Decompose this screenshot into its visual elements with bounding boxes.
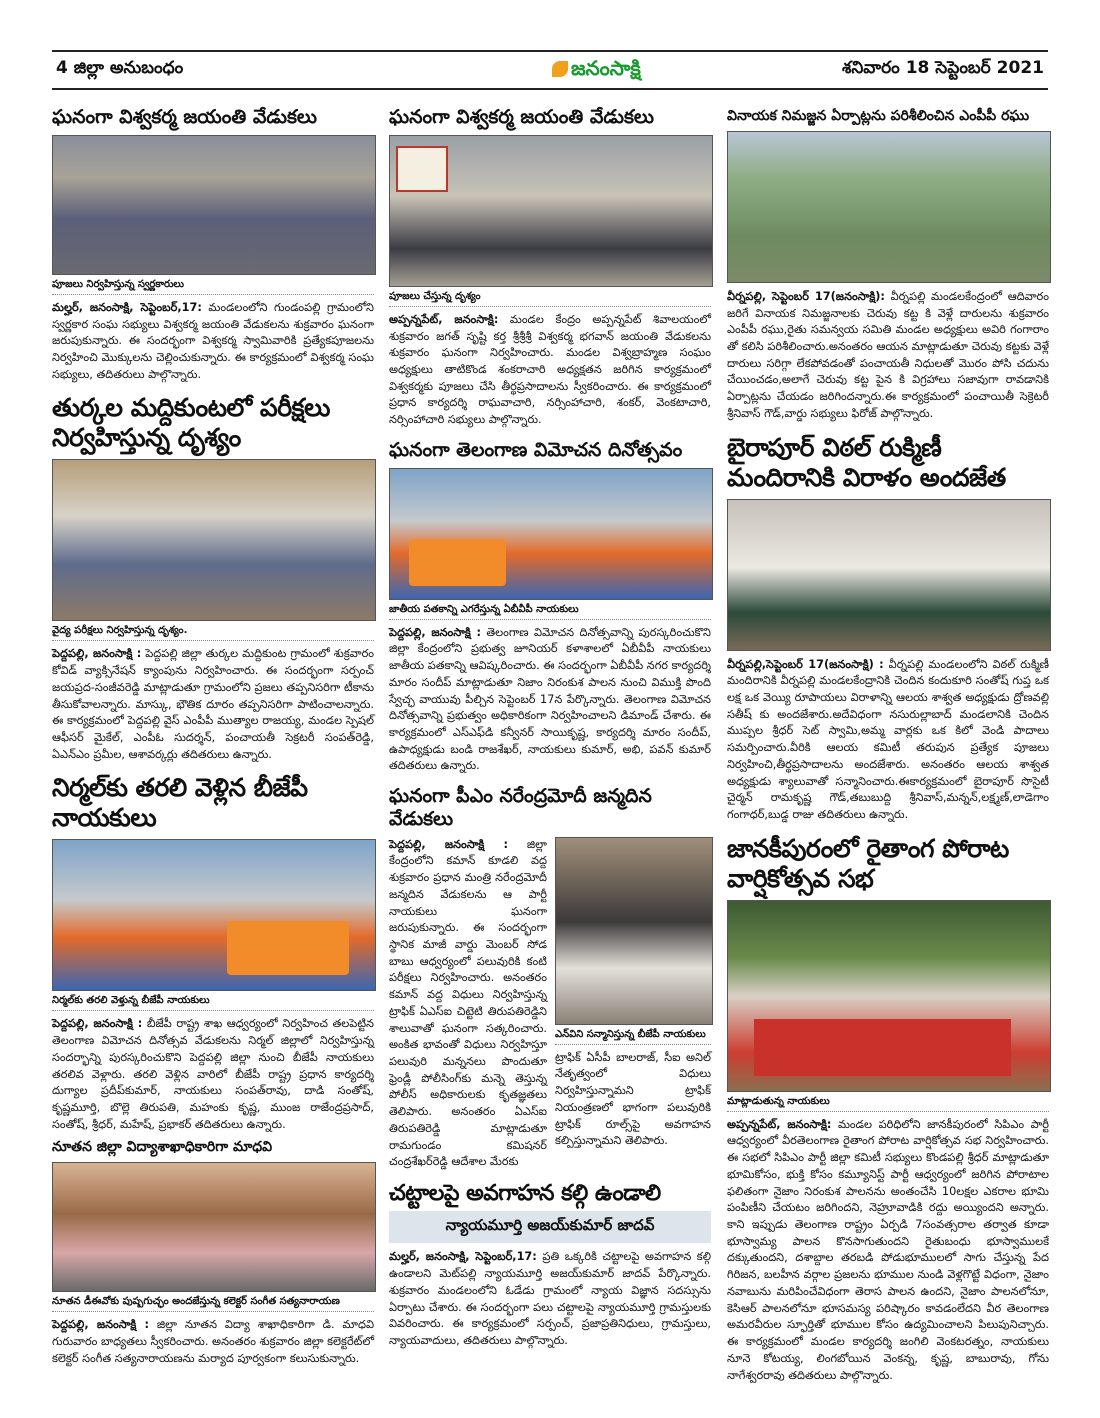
photo-caption: ఎన్‌విని సన్మానిస్తున్న బీజేపీ నాయకులు [555, 1028, 711, 1045]
photo-bjp-leaders [52, 839, 376, 991]
photo-caption: పూజలు చేస్తున్న దృశ్యం [389, 290, 711, 307]
article-body: మల్హర్, జనంసాక్షి, సెప్టెంబర్,17: మండలంలోని గుండంపల్లి గ్రామంలోని స్వర్ణకార సంఘ సభ్యులు విశ్వకర్మ జయంతి వేడుకలను శుక్రవారం ఘనంగా జరుపుకున్నారు. ఈ సందర్భంగా విశ్వకర్మ స్వామివారికి ప్రత్యేకపూజలను నిర్వహించి మొక్కులను చెల్లించుకున్నారు. ఈ కార్యక్రమంలో విశ్వకర్మ సంఘ సభ్యులు, తదితరులు పాల్గొన్నారు. [52, 300, 374, 381]
photo-modi-birthday [555, 837, 713, 1025]
issue-date: శనివారం 18 సెప్టెంబర్ 2021 [842, 58, 1044, 78]
photo-goldsmiths-puja [52, 135, 376, 275]
photo-lake-inspection [727, 131, 1051, 283]
photo-caption: నిర్మల్‌కు తరలి వెళ్తున్న బీజేపీ నాయకులు [52, 994, 374, 1011]
headline: బైరాపూర్ విఠల్ రుక్మిణీ మందిరానికి విరాళం అందజేత [727, 432, 1006, 492]
headline: ఘనంగా పీఎం నరేంద్రమోదీ జన్మదిన వేడుకలు [389, 785, 652, 830]
subheadline: న్యాయమూర్తి అజయ్‌కుమార్ జాదవ్ [389, 1211, 711, 1243]
photo-caption: నూతన డీఈవోకు పుష్పగుచ్ఛం అందజేస్తున్న కలెక్టర్ సంగీత సత్యనారాయణ [52, 1295, 374, 1312]
leaf-icon [552, 61, 568, 77]
column-1 [52, 92, 374, 1367]
photo-caption: జాతీయ పతకాన్ని ఎగరేస్తున్న ఏబీవీపీ నాయకులు [389, 603, 711, 620]
article-body-continued: ట్రాఫిక్ ఏసీపీ బాలరాజ్, సీఐ అనిల్ నేతృత్వంలో విధులు నిర్వహిస్తున్నామని ట్రాఫిక్ నియంత్రణలో భాగంగా పలువురికి ట్రాఫిక్ రూల్స్‌పై అవగాహన కల్పిస్తున్నామని తెలిపారు. [555, 1050, 711, 1148]
headline: చట్టాలపై అవగాహన కల్గి ఉండాలి [389, 1181, 661, 1207]
photo-collector-bouquet [52, 1162, 376, 1292]
headline: వినాయక నిమజ్జన ఏర్పాట్లను పరిశీలించిన ఎంపీపీ రఘు [727, 108, 1030, 124]
photo-caption: మాట్లాడుతున్న నాయకులు [727, 1095, 1049, 1112]
article-body: పెద్దపల్లి, జనంసాక్షి : తెలంగాణ విమోచన దినోత్సవాన్ని పురస్కరించుకొని జిల్లా కేంద్రంలోని ప్రభుత్వ జూనియర్ కళాశాలలో ఏబీవీపీ నాయకులు జాతీయ పతకాన్ని ఆవిష్కరించారు. ఈ సందర్భంగా ఏబీవీపీ నగర కార్యదర్శి మారం సందీప్ మాట్లాడుతూ నిజాం నిరంకుశ పాలన నుంచి విముక్తి పొంది స్వేచ్ఛ వాయువు పీల్చిన సెప్టెంబర్ 17న పేర్కొన్నారు. తెలంగాణ విమోచన దినోత్సవాన్ని ప్రభుత్వం అధికారికంగా నిర్వహించాలని డిమాండ్ చేశారు. ఈ కార్యక్రమంలో ఎస్ఎఫ్‌డి కన్వీనర్ సాయికృష్ణ, కార్యదర్శి మారం సందీప్, ఉపాధ్యక్షుడు బండి రాజశేఖర్, నాయకులు కుమార్, అభి, పవన్ కుమార్ తదితరులు ఉన్నారు. [389, 625, 711, 773]
headline: ఘనంగా విశ్వకర్మ జయంతి వేడుకలు [52, 106, 317, 128]
headline: తుర్కల మద్దికుంటలో పరీక్షలు నిర్వహిస్తున్న దృశ్యం [52, 393, 330, 453]
article-body: పెద్దపల్లి, జనంసాక్షి : బీజేపీ రాష్ట్ర శాఖ ఆధ్వర్యంలో నిర్వహించ తలపెట్టిన తెలంగాణ విమోచన దినోత్సవ వేడుకలను నిర్మల్ జిల్లాలో నిర్వహిస్తున్న సందర్భాన్ని పురస్కరించుకొని పెద్దపల్లి జిల్లా నుంచి బీజేపీ నాయకులు తరలివ వెళ్లారు. తరలి వెళ్లిన వారిలో బీజేపీ రాష్ట్ర ప్రధాన కార్యదర్శి దుగ్యాల ప్రదీప్‌కుమార్, నాయకులు సంపత్‌రావు, దాడి సంతోష్, కృష్ణమూర్తి, బొల్లె తిరుపతి, మహంకు కృష్ణ, ముంజ రాజేంద్రప్రసాద్, సంతోష్, శ్రీధర్, మహేష్, ప్రభాకర్ తదితరులు ఉన్నారు. [52, 1017, 374, 1131]
newspaper-logo: జనంసాక్షి [552, 56, 641, 85]
column-2 [389, 92, 711, 1350]
article-body: పెద్దపల్లి, జనంసాక్షి : జిల్లా కేంద్రంలోని కమాన్ కూడలి వద్ద శుక్రవారం ప్రధాన మంత్రి నరేంద్రమోదీ జన్మదిన వేడుకలను ఆ పార్టీ నాయకులు ఘనంగా జరుపుకున్నారు. ఈ సందర్భంగా స్థానిక మాజీ వార్డు మెంబర్ సోడ బాబు ఆధ్వర్యంలో పలువురికి కంటి పరీక్షలు నిర్వహించారు. అనంతరం కమాన్ వద్ద విధులు నిర్వహిస్తున్న ట్రాఫిక్ ఏఎస్ఐ చిట్టెటి తిరుపతిరెడ్డిని శాలువాతో ఘనంగా సత్కరించారు. అంకిత భావంతో విధులు నిర్వహిస్తూ పలువురి మన్ననలు పొందుతూ ఫ్రెండ్లీ పోలీసింగ్‌కు మన్నె తెస్తున్న పోలీస్ అధికారులకు కృతజ్ఞతలు తెలిపారు. అనంతరం ఏఎస్ఐ తిరుపతిరెడ్డి మాట్లాడుతూ రామగుండం కమిషనర్ చంద్రశేఖర్‌రెడ్డి ఆదేశాల మేరకు [389, 837, 547, 1169]
article-body: అప్పన్నపేట్, జనంసాక్షి: మండల పరిధిలోని జానకీపురంలో సిపిఎం పార్టీ ఆధ్వర్యంలో వీరతెలంగాణ రైతాంగ పోరాట వార్షికోత్సవ సభ నిర్వహించారు. ఈ సభలో సిపిఎం పార్టీ జిల్లా కమిటీ సభ్యులు కొండపల్లి శ్రీధర్ మాట్లాడుతూ భూమికోసం, భుక్తి కోసం కమ్యూనిస్ట్ పార్టీ ఆధ్వర్యంలో జరిగిన పోరాటాల ఫలితంగా నైజాం నిరంకుశ పాలనను అంతంచేసి 10లక్షల ఎకరాల భూమి పంపిణీని చేయటం జరిగిందని, నెహ్రూవాడికి రద్దు అయ్యిందని అన్నారు. కాని ఇప్పుడు తెలంగాణ రాష్ట్రం ఏర్పడి 7సంవత్సరాల తర్వాత కూడా భూస్వామ్య పాలన కొనసాగుతుందని రైతుబంధు భూస్వాములకే దక్కుతుందని, దశాబ్దాల తరబడి పోడుభూములలో సాగు చేస్తున్న పేద గిరిజన, బలహీన వర్గాల ప్రజలను భూముల నుండి వెళ్లగొట్టే విధంగా, నైజాం నవాబును మరిపించేవిధంగా తెరాస పాలన ఉందని, నైజాం పాలనలోనూ, కెసిఆర్ పాలనలోనూ భూసమస్య పరిష్కారం కావడంలేదని వీర తెలంగాణ అమరవీరుల స్ఫూర్తితో భూముల కోసం ఉద్యమించాలని పిలుపునిచ్చారు. ఈ కార్యక్రమంలో మండల కార్యదర్శి జంగిలి వెంకటరత్నం, నాయకులు నూనె కోటయ్య, లింగబోయిన వెంకన్న, కృష్ణ, బాబురావు, గోను నాగేశ్వరరావు తదితరులు పాల్గొన్నారు. [727, 1117, 1049, 1382]
article-split [389, 837, 711, 1171]
article-side [555, 837, 711, 1171]
photo-abvp-flag [389, 468, 713, 600]
photo-caption: వైద్య పరీక్షలు నిర్వహిస్తున్న దృశ్యం. [52, 624, 374, 641]
headline: నిర్మల్‌కు తరలి వెళ్లిన బీజేపీ నాయకులు [52, 773, 308, 833]
page-label: 4 జిల్లా అనుబంధం [56, 58, 184, 78]
article-body: వీర్నపల్లి,సెప్టెంబర్ 17(జనంసాక్షి) : వీర్నపల్లి మండలంలోని విఠల్ రుక్మిణీ మందిరానికి వీర్నపల్లి మండలకేంద్రానికి చెందిన కందుకూరి సంతోష్ గుప్త ఒక లక్ష ఒక వెయ్యి రూపాయలు విరాళాన్ని ఆలయ శాశ్వత అధ్యక్షుడు ద్రోణవల్లి సతీష్ కు అందజేశారు.అదేవిధంగా నసురుల్లాబాద్ మండలానికి చెందిన ముప్పల శ్రీధర్ సెట్ స్వామి,అమ్మ వార్లకు ఒక కిలో వెండి పాదాలు సమర్పించారు.వీరికి ఆలయ కమిటీ తరుపున ప్రత్యేక పూజలు నిర్వహించి,తీర్థప్రసాదాలను అందజేశారు. అనంతరం ఆలయ శాశ్వత అధ్యక్షుడు శ్యాలువాతో సన్మానించారు.ఈకార్యక్రమంలో బైరాపూర్ సొసైటీ చైర్మన్ రామకృష్ణ గౌడ్,తబుబుద్ది శ్రీనివాస్,మన్నన్,లక్ష్మణ్,లాడెగాం గంగాధర్,బుడ్డ రాజు తదితరులు ఉన్నారు. [727, 657, 1049, 822]
article-body: వీర్నపల్లి, సెప్టెంబర్ 17(జనంసాక్షి): వీర్నపల్లి మండలకేంద్రంలో ఆదివారం జరిగే వినాయక నిమజ్జనాలకు చెరువు కట్ట కి వెళ్లే దారులను శుక్రవారం ఎంపీపీ రఘు,రైతు సమన్వయ సమితి మండల అధ్యక్షులు అవిరి గంగారాం తో కలిసి పరిశీలించారు.అనంతరం ఆయన మాట్లాడుతూ చెరువు కట్టకు వెళ్లే దారులు సరిగ్గా లేకపోవడంతో పంచాయతీ నిధులతో మొరం పోసి చదును చేయించడం,అలాగే చెరువు కట్ట పైన కి విగ్రహాలు సజావుగా రావడానికి ఏర్పాట్లను చేయడం జరిగిందన్నారు.ఈ కార్యక్రమంలో పంచాయితీ సెక్రెటరీ శ్రీనివాస్ గౌడ్,వార్డు సభ్యులు ఫిరోజ్ పాల్గొన్నారు. [727, 289, 1049, 420]
headline: జానకీపురంలో రైతాంగ పోరాట వార్షికోత్సవ సభ [727, 833, 1009, 893]
article-body: పెద్దపల్లి, జనంసాక్షి : జిల్లా నూతన విద్యా శాఖాధికారిగా డి. మాధవి గురువారం బాధ్యతలు స్వీకరించారు. అనంతరం శుక్రవారం జిల్లా కలెక్టరేట్‌లో కలెక్టర్ సంగీత సత్యనారాయణను మర్యాద పూర్వకంగా కలుసుకున్నారు. [52, 1318, 374, 1365]
article-body: మల్హర్, జనంసాక్షి, సెప్టెంబర్,17: ప్రతి ఒక్కరికి చట్టాలపై అవగాహన కల్గి ఉండాలని మెట్‌పల్లి న్యాయమూర్తి అజయ్‌కుమార్ జాదవ్ పేర్కొన్నారు. శుక్రవారం మండలంలోని ఓడేడు గ్రామంలో న్యాయ విజ్ఞాన సదస్సును ఏర్పాటు చేశారు. ఈ సందర్భంగా పలు చట్టాలపై న్యాయమూర్తి గ్రామస్తులకు వివరించారు. ఈ కార్యక్రమంలో సర్పంచ్, ప్రజాప్రతినిధులు, గ్రామస్తులు, న్యాయవాదులు, తదితరులు పాల్గొన్నారు. [389, 1250, 711, 1348]
article-body: అప్పన్నపేట్, జనంసాక్షి: మండల కేంద్రం అప్పన్నపేట్ శివాలయంలో శుక్రవారం జగత్ సృష్టి కర్త శ్రీశ్రీశ్రీ విశ్వకర్మ భగవాన్ జయంతి వేడుకలను శుక్రవారం ఘనంగా నిర్వహించారు. మండల విశ్వబ్రాహ్మణ సంఘం అధ్యక్షులు తాటికొండ శంకరాచారి అధ్యక్షతన జరిగిన కార్యక్రమంలో విశ్వకర్మకు పూజలు చేసి తీర్థప్రసాదాలను స్వీకరించారు. ఈ కార్యక్రమంలో ప్రధాన కార్యదర్శి రాఘవాచారి, నర్సింహాచారి, శంకర్, వెంకటాచారి, నర్సింహాచారి సభ్యులు పాల్గొన్నారు. [389, 312, 711, 427]
headline: ఘనంగా తెలంగాణ విమోచన దినోత్సవం [389, 438, 683, 461]
photo-vishwakarma-puja [389, 135, 713, 287]
headline: నూతన జిల్లా విద్యాశాఖాధికారిగా మాధవి [52, 1139, 273, 1156]
photo-cpm-rally [727, 900, 1051, 1092]
headline: ఘనంగా విశ్వకర్మ జయంతి వేడుకలు [389, 106, 654, 128]
photo-medical-tests [52, 459, 376, 621]
column-3 [727, 92, 1049, 1384]
photo-caption: పూజలు నిర్వహిస్తున్న స్వర్ణకారులు [52, 278, 374, 295]
masthead [52, 50, 1048, 90]
photo-temple-donation [727, 499, 1051, 651]
article-body: పెద్దపల్లి, జనంసాక్షి : పెద్దపల్లి జిల్లా తుర్కల మద్దికుంట గ్రామంలో శుక్రవారం కోవిడ్ వ్యాక్సినేషన్ క్యాంపును నిర్వహించారు. ఈ సందర్భంగా సర్పంచ్ జయప్రద-సంజీవరెడ్డి మాట్లాడుతూ గ్రామంలోని ప్రజలు తప్పనిసరిగా టీకాను తీసుకోవాలన్నారు. మాస్కు, భౌతిక దూరం తప్పనిసరిగా పాటించాలన్నారు. ఈ కార్యక్రమంలో పెద్దపల్లి వైస్ ఎంపీపీ ముత్యాల రాజయ్య, మండల స్పెషల్ ఆఫీసర్ మైకేల్, ఎంపీఓ సుదర్శన్, పంచాయతీ సెక్రటరీ సంపత్‌రెడ్డి, ఏఎన్ఎం ప్రమీల, ఆశావర్కర్లు తదితరులు ఉన్నారు. [52, 647, 374, 761]
